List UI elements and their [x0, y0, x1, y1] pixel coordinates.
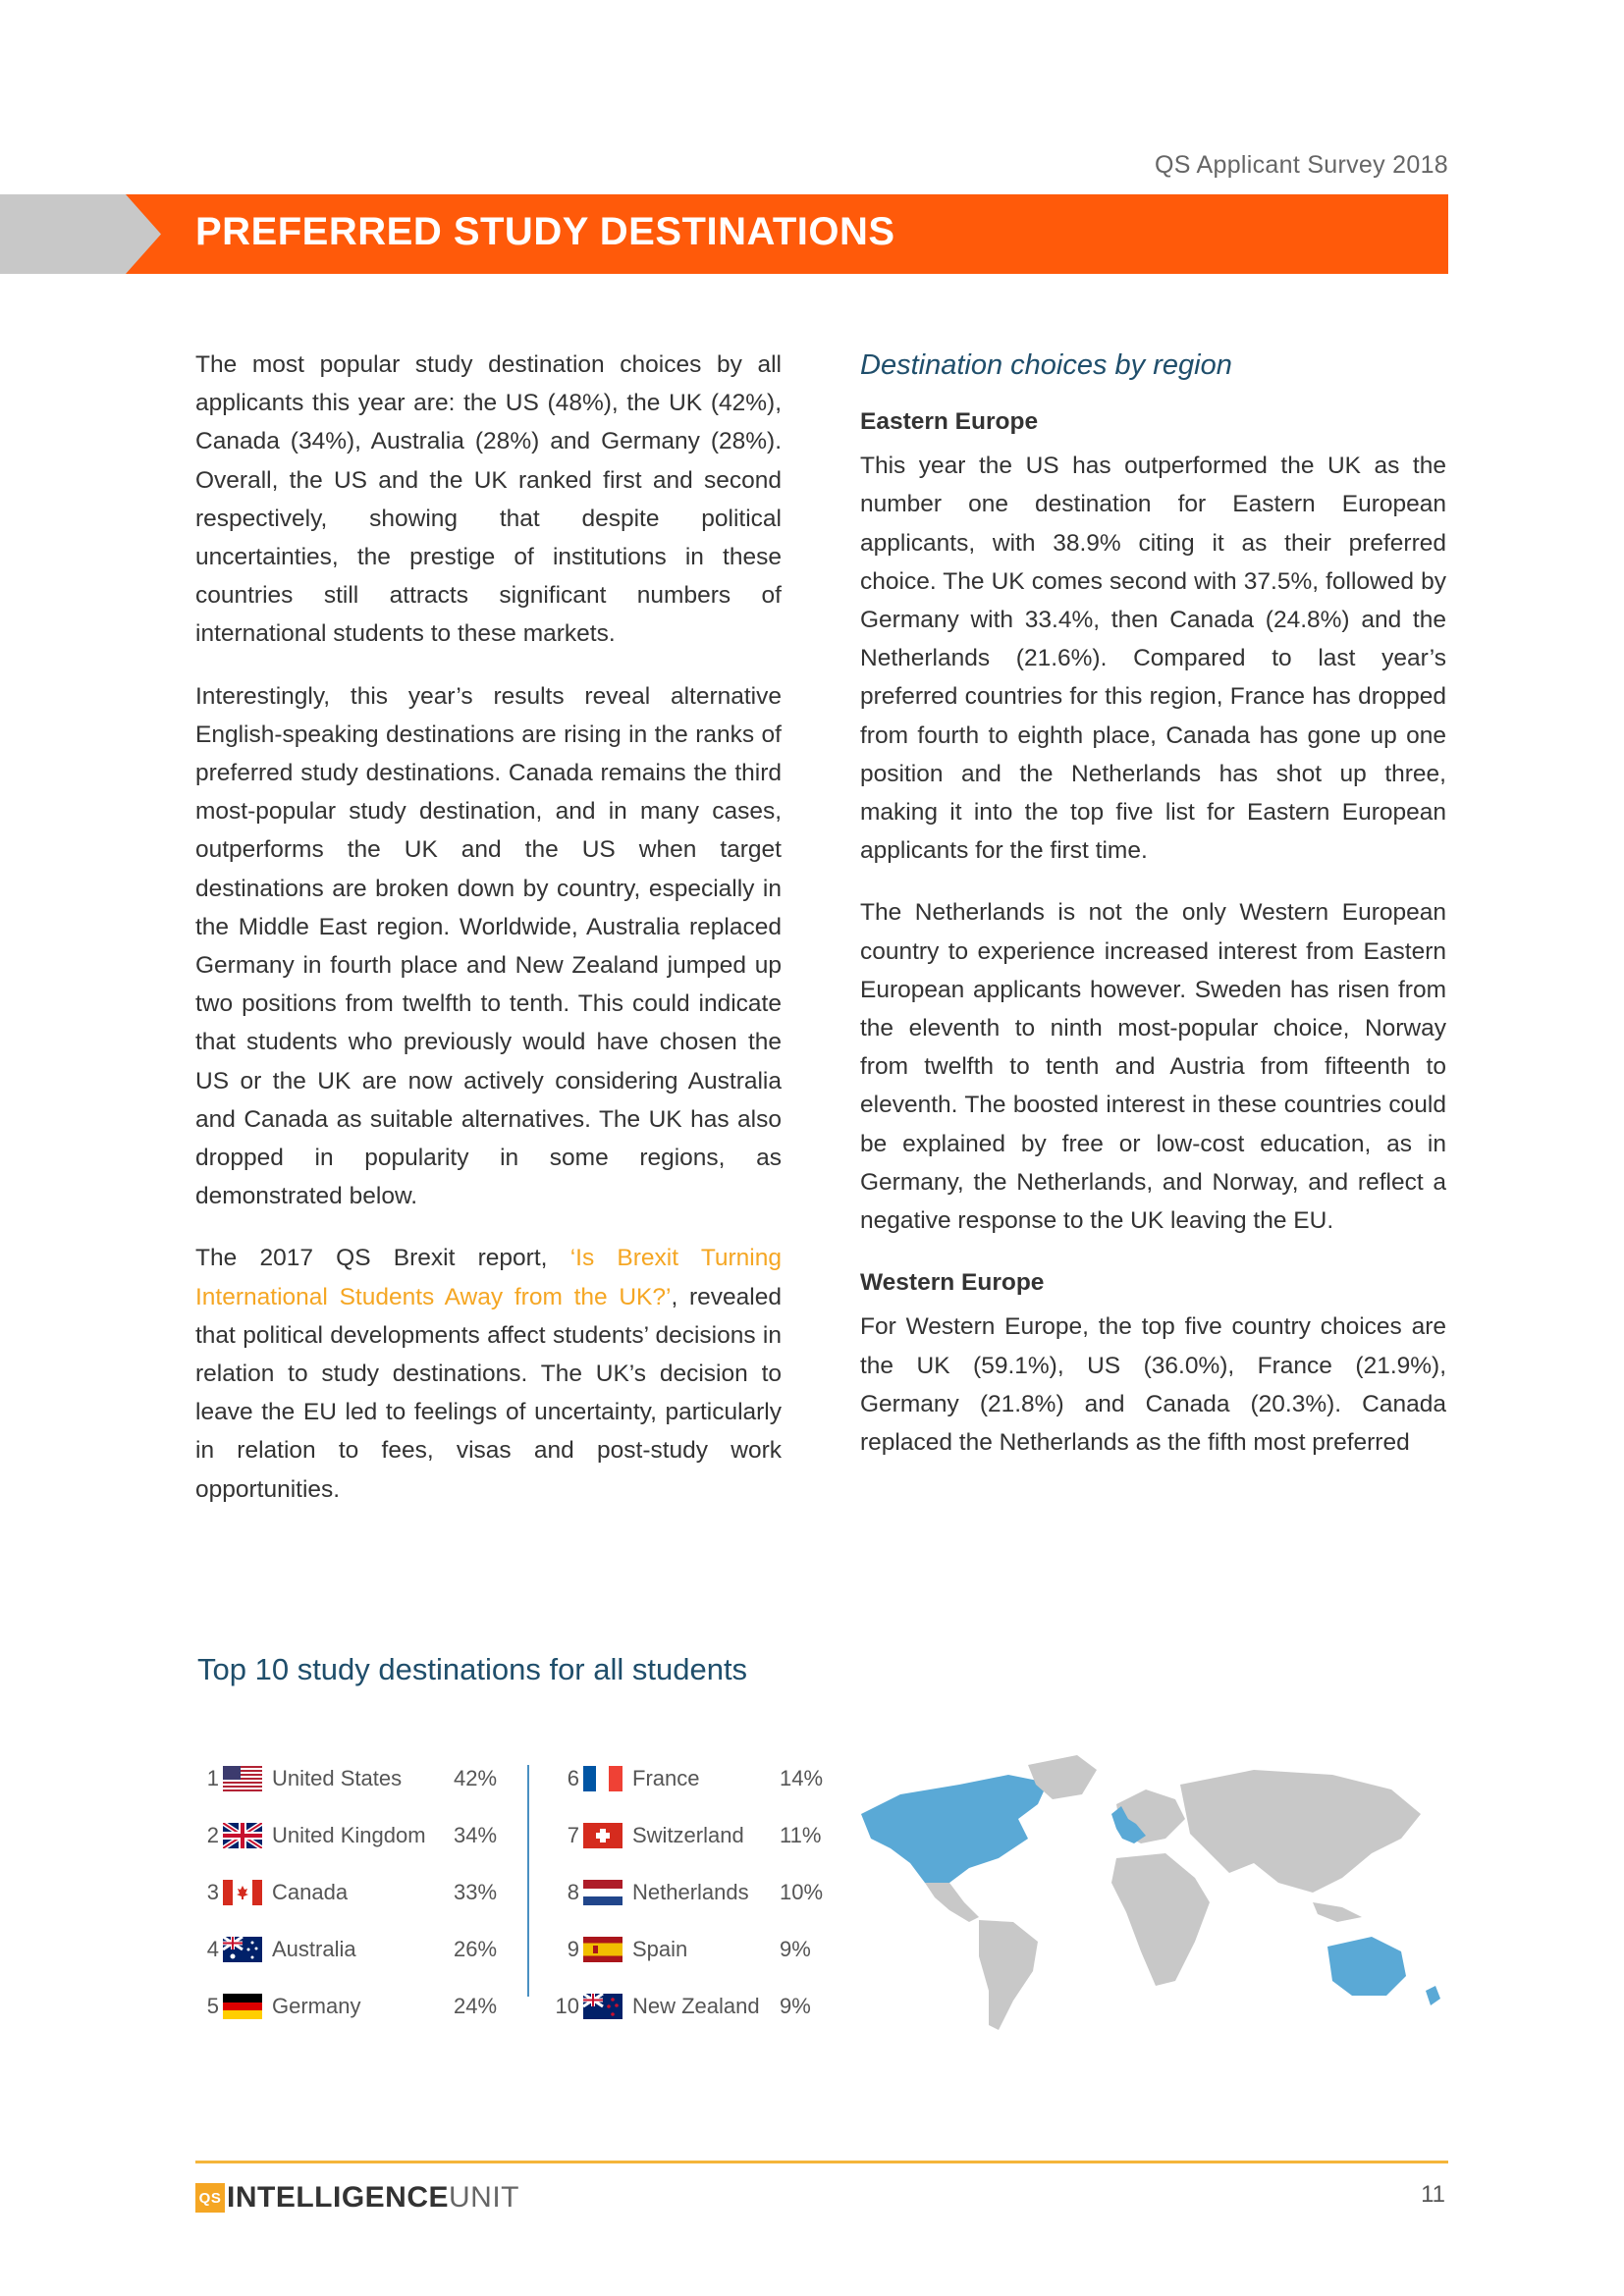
rank-number: 7 — [567, 1823, 579, 1847]
country-percentage: 26% — [454, 1937, 498, 1961]
country-name: Netherlands — [632, 1880, 749, 1904]
paragraph-text: The 2017 QS Brexit report, — [195, 1245, 570, 1272]
region-heading: Western Europe — [860, 1269, 1045, 1297]
country-percentage: 24% — [454, 1994, 498, 2018]
country-name: Spain — [632, 1937, 688, 1961]
rank-number: 2 — [206, 1823, 219, 1847]
ranking-row — [195, 1759, 513, 1798]
footer-divider — [195, 2161, 1448, 2163]
australia-flag-icon — [223, 1937, 262, 1962]
rank-number: 1 — [206, 1766, 219, 1790]
country-name: France — [632, 1766, 700, 1790]
germany-flag-icon — [223, 1994, 262, 2019]
map-asia — [1180, 1770, 1421, 1893]
country-percentage: 9% — [780, 1937, 811, 1961]
qs-logo-badge: QS — [195, 2183, 225, 2213]
netherlands-flag-icon — [583, 1880, 623, 1905]
ranking-row — [548, 1816, 839, 1855]
map-australia — [1327, 1937, 1406, 1996]
section-title-banner: PREFERRED STUDY DESTINATIONS — [195, 210, 895, 253]
paragraph: The Netherlands is not the only Western European country to experience increased interest from Eastern European applicants however. Sweden has risen from the eleventh to ninth most-popular choice, Norway from twelfth to tenth and Austria from fifteenth to eleventh. The boosted interest in these countries could be explained by free or low-cost education, as in Germany, the Netherlands, and Norway, and reflect a negative response to the UK leaving the EU. — [860, 899, 1446, 1235]
country-percentage: 33% — [454, 1880, 498, 1904]
left-column — [195, 346, 782, 1532]
intelligence-unit-logo — [195, 2181, 519, 2215]
rank-number: 5 — [206, 1994, 219, 2018]
country-name: Germany — [272, 1994, 361, 2018]
country-name: Canada — [272, 1880, 349, 1904]
paragraph: The most popular study destination choices by all applicants this year are: the US (48%), the UK (42%), Canada (34%), Australia (28%) and Germany (28%). Overall, the US and the UK ranked first and second respectively, showing that despite political uncertainties, the prestige of institutions in these countries still attracts significant numbers of international students to these markets. — [195, 351, 782, 648]
new-zealand-flag-icon — [583, 1994, 623, 2019]
country-percentage: 9% — [780, 1994, 811, 2018]
spain-flag-icon — [583, 1937, 623, 1962]
country-percentage: 34% — [454, 1823, 498, 1847]
list-divider — [527, 1765, 529, 1997]
ranking-row — [548, 1987, 839, 2026]
ranking-row — [195, 1930, 513, 1969]
map-south-america — [979, 1920, 1038, 2030]
france-flag-icon — [583, 1766, 623, 1791]
paragraph — [195, 1239, 782, 1508]
ranking-row — [548, 1759, 839, 1798]
country-percentage: 10% — [780, 1880, 824, 1904]
switzerland-flag-icon — [583, 1823, 623, 1848]
rank-number: 4 — [206, 1937, 219, 1961]
map-new-zealand — [1426, 1986, 1440, 2005]
country-name: Switzerland — [632, 1823, 744, 1847]
logo-sub-text: UNIT — [449, 2181, 520, 2214]
map-north-america — [861, 1775, 1048, 1883]
ranking-row — [195, 1873, 513, 1912]
rank-number: 6 — [567, 1766, 579, 1790]
ranking-row — [195, 1987, 513, 2026]
page-number: 11 — [1421, 2181, 1445, 2208]
rank-number: 10 — [555, 1994, 579, 2018]
map-africa — [1111, 1853, 1210, 1986]
country-percentage: 42% — [454, 1766, 498, 1790]
country-percentage: 11% — [780, 1823, 822, 1847]
country-name: New Zealand — [632, 1994, 760, 2018]
country-percentage: 14% — [780, 1766, 824, 1790]
subheading: Destination choices by region — [860, 349, 1232, 381]
top10-title: Top 10 study destinations for all students — [197, 1652, 748, 1686]
region-heading: Eastern Europe — [860, 408, 1039, 435]
paragraph: Interestingly, this year’s results reveal alternative English-speaking destinations are rising in the ranks of preferred study destinations. Canada remains the third most-popular study destination, and in many cases, outperforms the UK and the US when target destinations are broken down by country, especially in the Middle East region. Worldwide, Australia replaced Germany in fourth place and New Zealand jumped up two positions from twelfth to tenth. This could indicate that students who previously would have chosen the US or the UK are now actively considering Australia and Canada as suitable alternatives. The UK has also dropped in popularity in some regions, as demonstrated below. — [195, 682, 782, 1210]
rank-number: 9 — [567, 1937, 579, 1961]
country-name: United Kingdom — [272, 1823, 426, 1847]
logo-main-text: INTELLIGENCE — [227, 2181, 450, 2214]
map-southeast-asia — [1313, 1902, 1362, 1922]
paragraph: This year the US has outperformed the UK as the number one destination for Eastern European applicants, with 38.9% citing it as their preferred choice. The UK comes second with 37.5%, followed by Germany with 33.4%, then Canada (24.8%) and the Netherlands (21.6%). Compared to last year’s preferred countries for this region, France has dropped from fourth to eighth place, Canada has gone up one position and the Netherlands has shot up three, making it into the top five list for Eastern European applicants for the first time. — [860, 453, 1446, 865]
paragraph: For Western Europe, the top five country choices are the UK (59.1%), US (36.0%), France (21.9%), Germany (21.8%) and Canada (20.3%). Canada replaced the Netherlands as the fifth most preferred — [860, 1313, 1446, 1457]
report-title: QS Applicant Survey 2018 — [1154, 151, 1448, 179]
country-name: United States — [272, 1766, 403, 1790]
ranking-row — [548, 1873, 839, 1912]
uk-flag-icon — [223, 1823, 262, 1848]
world-map — [841, 1745, 1450, 2040]
rank-number: 8 — [567, 1880, 579, 1904]
map-central-america — [925, 1883, 979, 1922]
ranking-row — [548, 1930, 839, 1969]
rank-number: 3 — [206, 1880, 219, 1904]
right-column — [860, 346, 1446, 1485]
ranking-row — [195, 1816, 513, 1855]
brexit-report-link[interactable]: ‘Is Brexit Turning International Students Away from the UK?’ — [195, 1245, 782, 1310]
canada-flag-icon — [223, 1880, 262, 1905]
country-name: Australia — [272, 1937, 356, 1961]
paragraph-text: , revealed that political developments affect students’ decisions in relation to study destinations. The UK’s decision to leave the EU led to feelings of uncertainty, particularly in relation to fees, visas and post-study work opportunities. — [195, 1283, 782, 1503]
us-flag-icon — [223, 1766, 262, 1791]
